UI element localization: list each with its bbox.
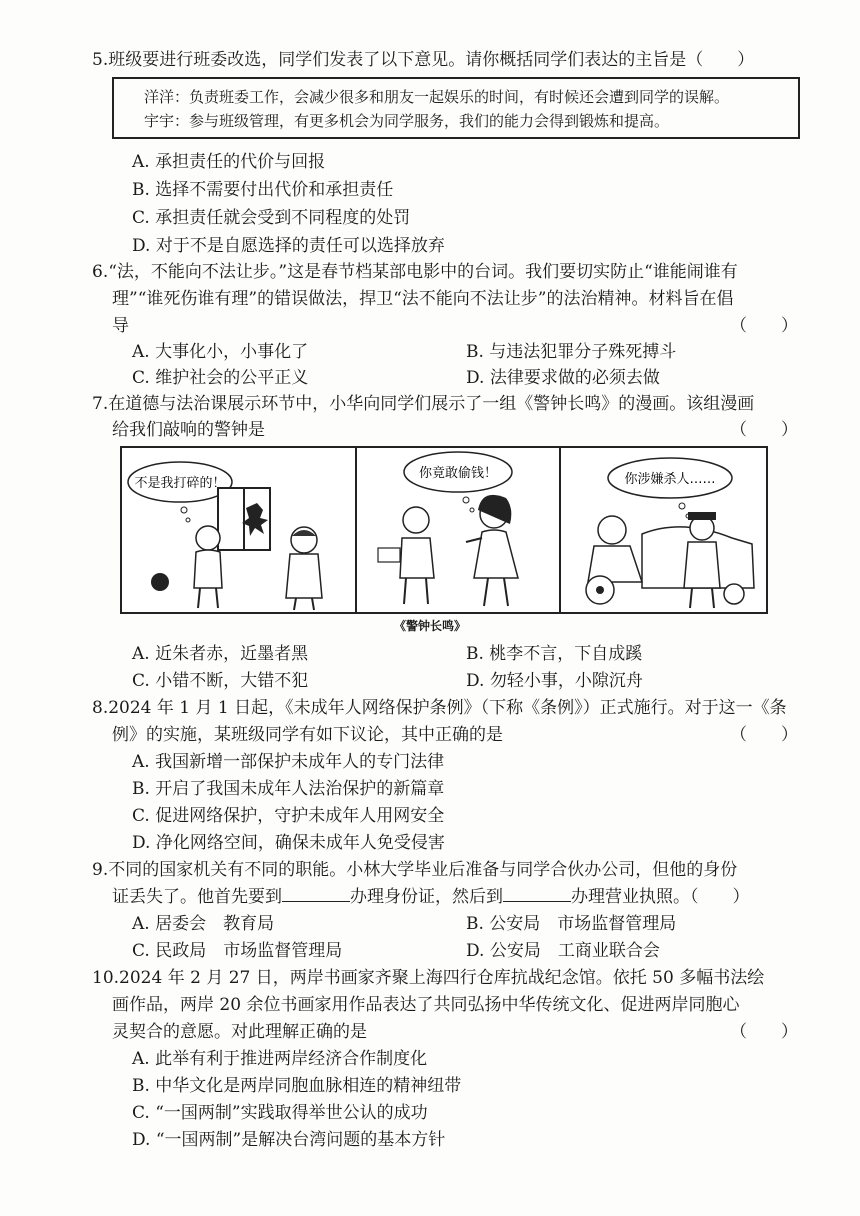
comic-caption: 《警钟长鸣》 bbox=[393, 619, 466, 633]
q6-option-c: C. 维护社会的公平正义 bbox=[132, 368, 309, 388]
q6-option-d: D. 法律要求做的必须去做 bbox=[466, 368, 660, 388]
q7-stem-line2: 给我们敲响的警钟是 bbox=[112, 420, 265, 440]
q6-stem-line2: 理”“谁死伤谁有理”的错误做法，捍卫“法不能向不法让步”的法治精神。材料旨在倡 bbox=[112, 289, 734, 309]
q5-option-d: D. 对于不是自愿选择的责任可以选择放弃 bbox=[132, 236, 445, 256]
q8-option-d: D. 净化网络空间，确保未成年人免受侵害 bbox=[132, 833, 445, 853]
q5-option-c: C. 承担责任就会受到不同程度的处罚 bbox=[132, 208, 411, 228]
q6-option-a: A. 大事化小，小事化了 bbox=[132, 342, 309, 362]
q5-option-a: A. 承担责任的代价与回报 bbox=[132, 152, 326, 172]
q10-option-b: B. 中华文化是两岸同胞血脉相连的精神纽带 bbox=[132, 1076, 462, 1096]
q9-stem-line2 bbox=[112, 885, 750, 909]
q9-blank-2 bbox=[503, 885, 571, 902]
q7-option-d: D. 勿轻小事，小隙沉舟 bbox=[466, 671, 643, 691]
q7-comic-strip bbox=[120, 446, 768, 614]
q10-stem-line3: 灵契合的意愿。对此理解正确的是 bbox=[112, 1022, 367, 1042]
q6-stem-line1: 6.“法，不能向不法让步。”这是春节档某部电影中的台词。我们要切实防止“谁能闹谁有 bbox=[92, 262, 738, 282]
q9-option-d: D. 公安局 工商业联合会 bbox=[466, 941, 660, 961]
q6-answer-paren: （ ） bbox=[730, 316, 798, 336]
q10-stem-line2: 画作品，两岸 20 余位书画家用作品表达了共同弘扬中华传统文化、促进两岸同胞心 bbox=[112, 995, 740, 1015]
q9-option-b: B. 公安局 市场监督管理局 bbox=[466, 914, 677, 934]
q5-opinion-yuyu: 宇宇：参与班级管理，有更多机会为同学服务，我们的能力会得到锻炼和提高。 bbox=[144, 112, 670, 130]
comic-illustration bbox=[122, 448, 766, 612]
q7-answer-paren: （ ） bbox=[730, 420, 798, 440]
comic-bubble-1: 不是我打碎的！ bbox=[134, 476, 226, 491]
q6-stem-line3: 导 bbox=[112, 316, 129, 336]
q8-option-b: B. 开启了我国未成年人法治保护的新篇章 bbox=[132, 779, 445, 799]
q7-option-c: C. 小错不断，大错不犯 bbox=[132, 671, 309, 691]
q10-option-a: A. 此举有利于推进两岸经济合作制度化 bbox=[132, 1049, 428, 1069]
q7-stem-line1: 7.在道德与法治课展示环节中，小华向同学们展示了一组《警钟长鸣》的漫画。该组漫画 bbox=[92, 394, 755, 414]
q8-stem-line1: 8.2024 年 1 月 1 日起，《未成年人网络保护条例》（下称《条例》）正式施行。对于这一《条 bbox=[92, 698, 787, 718]
q7-option-b: B. 桃李不言，下自成蹊 bbox=[466, 644, 643, 664]
q6-option-b: B. 与违法犯罪分子殊死搏斗 bbox=[466, 342, 677, 362]
q8-answer-paren: （ ） bbox=[730, 725, 798, 745]
q5-stem: 5.班级要进行班委改选，同学们发表了以下意见。请你概括同学们表达的主旨是（ ） bbox=[92, 50, 755, 70]
q5-opinion-box bbox=[112, 77, 800, 139]
q9-text-part3: 办理营业执照。（ ） bbox=[571, 887, 750, 907]
comic-bubble-3: 你涉嫌杀人…… bbox=[624, 472, 716, 487]
q9-text-part1: 证丢失了。他首先要到 bbox=[112, 887, 282, 907]
q10-option-d: D. “一国两制”是解决台湾问题的基本方针 bbox=[132, 1130, 446, 1150]
q7-option-a: A. 近朱者赤，近墨者黑 bbox=[132, 644, 309, 664]
q8-stem-line2: 例》的实施，某班级同学有如下议论，其中正确的是 bbox=[112, 725, 503, 745]
q9-blank-1 bbox=[282, 885, 350, 902]
q10-option-c: C. “一国两制”实践取得举世公认的成功 bbox=[132, 1103, 428, 1123]
q5-opinion-yangyang: 洋洋：负责班委工作，会减少很多和朋友一起娱乐的时间，有时候还会遭到同学的误解。 bbox=[144, 88, 730, 106]
q9-stem-line1: 9.不同的国家机关有不同的职能。小林大学毕业后准备与同学合伙办公司，但他的身份 bbox=[92, 860, 738, 880]
q10-answer-paren: （ ） bbox=[730, 1022, 798, 1042]
q8-option-c: C. 促进网络保护，守护未成年人用网安全 bbox=[132, 806, 445, 826]
q9-text-part2: 办理身份证，然后到 bbox=[350, 887, 503, 907]
comic-bubble-2: 你竟敢偷钱！ bbox=[418, 466, 498, 481]
q8-option-a: A. 我国新增一部保护未成年人的专门法律 bbox=[132, 752, 445, 772]
q10-stem-line1: 10.2024 年 2 月 27 日，两岸书画家齐聚上海四行仓库抗战纪念馆。依托 50 多幅书法绘 bbox=[92, 968, 765, 988]
q9-option-c: C. 民政局 市场监督管理局 bbox=[132, 941, 343, 961]
q9-option-a: A. 居委会 教育局 bbox=[132, 914, 275, 934]
q5-option-b: B. 选择不需要付出代价和承担责任 bbox=[132, 180, 394, 200]
